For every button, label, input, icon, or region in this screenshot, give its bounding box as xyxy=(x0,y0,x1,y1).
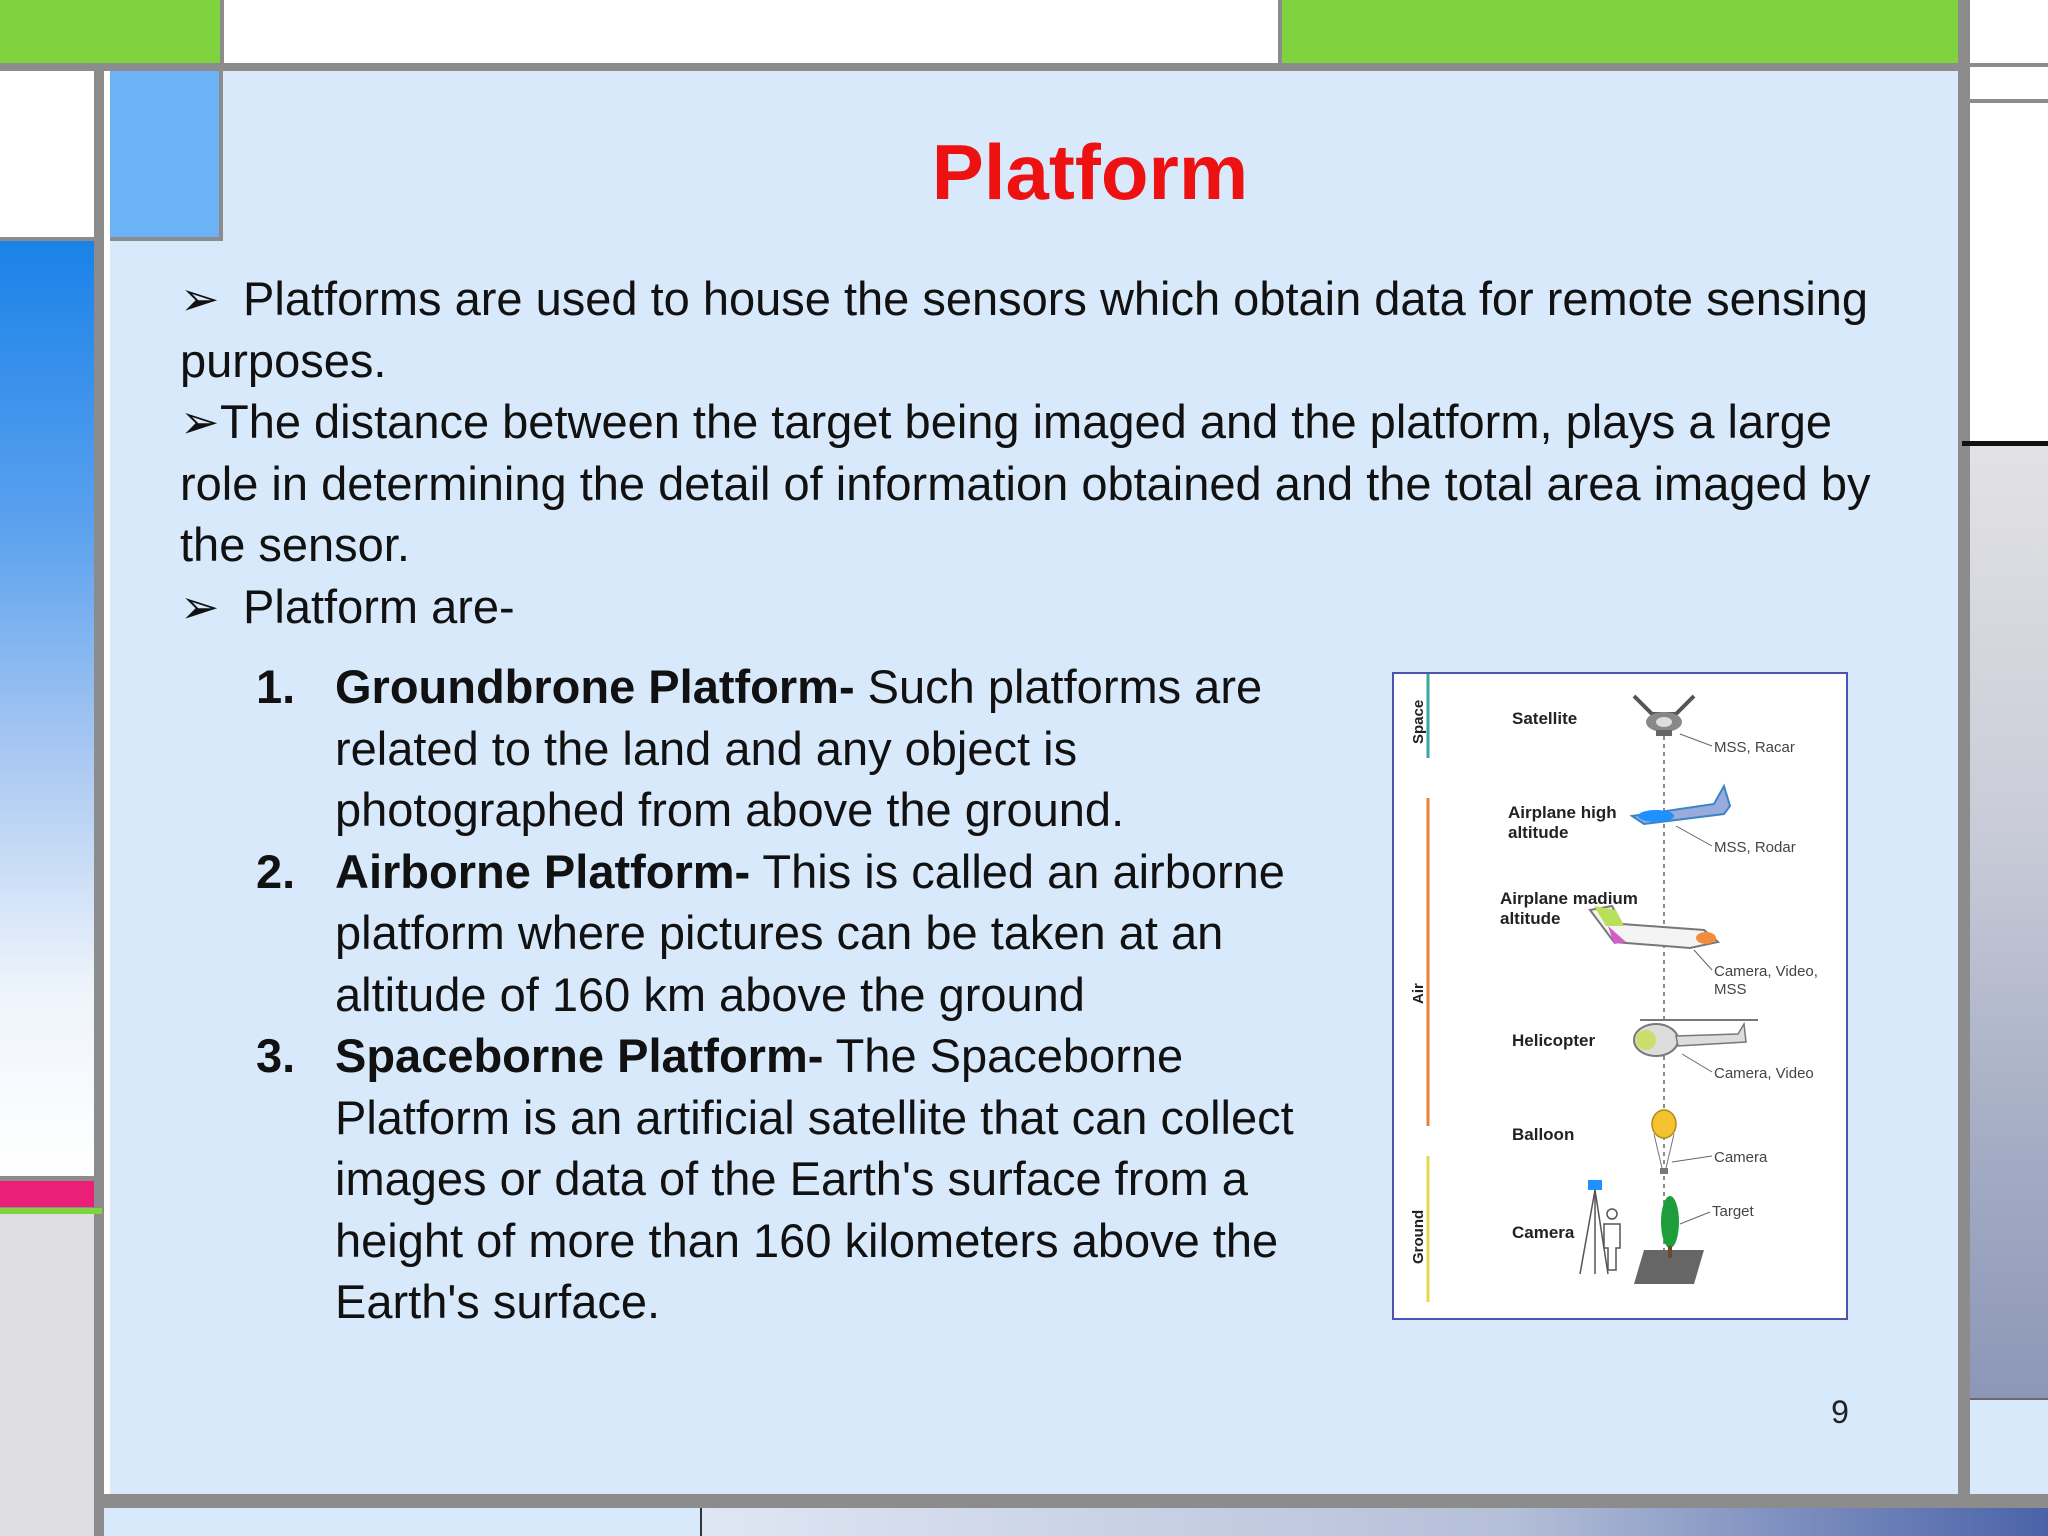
platform-description: Such platforms are related to the land and any object is photographed from above the ground. xyxy=(335,660,1263,836)
airplane-medium-label-line2: altitude xyxy=(1500,909,1561,928)
satellite-icon xyxy=(1634,696,1694,736)
arrow-bullet-icon: ➢ xyxy=(180,579,220,633)
bullet-text: Platforms are used to house the sensors which obtain data for remote sensing purposes. xyxy=(180,272,1869,387)
airplane-high-sensor-label: MSS, Rodar xyxy=(1714,839,1796,856)
frame-line xyxy=(1970,99,2048,103)
helicopter-sensor-label: Camera, Video xyxy=(1714,1065,1814,1082)
right-bottom-block xyxy=(1970,1398,2048,1498)
airplane-high-label-line1: Airplane high xyxy=(1508,803,1617,822)
platform-list xyxy=(256,656,1366,1333)
jet-airplane-icon xyxy=(1632,786,1730,824)
left-blue-gradient-band xyxy=(0,241,94,1176)
top-frame-bar xyxy=(0,63,1968,71)
arrow-bullet-icon: ➢ xyxy=(180,395,220,448)
left-pink-accent xyxy=(0,1181,94,1207)
leader-line xyxy=(1680,734,1712,746)
bottom-frame-bar xyxy=(104,1494,2048,1508)
left-white-block xyxy=(0,71,94,237)
airplane-medium-label-line1: Airplane madium xyxy=(1500,889,1638,908)
target-label: Target xyxy=(1712,1203,1754,1220)
bullet-list xyxy=(180,268,1920,637)
balloon-label: Balloon xyxy=(1512,1125,1575,1144)
top-right-green-band xyxy=(1281,0,1958,63)
platform-name: Groundbrone Platform- xyxy=(335,660,855,713)
corner-blue-square xyxy=(110,71,223,241)
helicopter-label: Helicopter xyxy=(1512,1031,1596,1050)
balloon-sensor-label: Camera xyxy=(1714,1149,1768,1166)
bottom-left-strip xyxy=(104,1508,700,1536)
airplane-medium-sensor-label-line1: Camera, Video, xyxy=(1714,963,1818,980)
left-gray-block xyxy=(0,1214,94,1536)
satellite-label: Satellite xyxy=(1512,709,1578,728)
platform-name: Spaceborne Platform- xyxy=(335,1029,824,1082)
frame-line xyxy=(220,0,224,65)
airplane-icon xyxy=(1590,906,1718,948)
platform-item-airborne xyxy=(256,841,1366,1026)
leader-line xyxy=(1682,1054,1712,1072)
platform-item-groundborne xyxy=(256,656,1366,841)
item-number: 2. xyxy=(256,844,296,898)
bullet-item xyxy=(180,576,1920,638)
leader-line xyxy=(1676,826,1712,846)
platform-altitude-figure xyxy=(1392,672,1848,1320)
bottom-right-gradient-strip xyxy=(700,1508,2048,1536)
slide-title: Platform xyxy=(931,128,1249,216)
balloon-icon xyxy=(1652,1110,1676,1174)
platform-diagram xyxy=(1394,674,1850,1322)
leader-line xyxy=(1672,1156,1712,1162)
space-zone-label: Space xyxy=(1410,699,1427,744)
page-number: 9 xyxy=(1831,1394,1849,1430)
platform-item-spaceborne xyxy=(256,1025,1366,1333)
target-tree-icon xyxy=(1634,1196,1704,1284)
airplane-high-label-line2: altitude xyxy=(1508,823,1569,842)
satellite-sensor-label: MSS, Racar xyxy=(1714,739,1795,756)
airplane-medium-sensor-label-line2: MSS xyxy=(1714,981,1747,998)
platform-name: Airborne Platform- xyxy=(335,844,751,898)
bullet-text: Platform are- xyxy=(230,579,515,633)
item-number: 3. xyxy=(256,1029,296,1082)
bullet-item xyxy=(180,391,1920,576)
camera-label: Camera xyxy=(1512,1223,1575,1242)
frame-line xyxy=(1970,63,2048,67)
arrow-bullet-icon: ➢ xyxy=(180,272,220,325)
right-frame-column xyxy=(1958,0,1970,1500)
air-zone-label: Air xyxy=(1410,983,1427,1004)
helicopter-icon xyxy=(1634,1020,1758,1056)
right-gradient-band xyxy=(1970,446,2048,1398)
leader-line xyxy=(1694,950,1712,970)
bullet-item xyxy=(180,268,1920,391)
platform-description: This is called an airborne platform where pictures can be taken at an altitude of 160 km above the ground xyxy=(335,844,1285,1021)
bullet-text: The distance between the target being imaged and the platform, plays a large role in determining the detail of information obtained and the total area imaged by the sensor. xyxy=(180,395,1871,571)
item-number: 1. xyxy=(256,660,296,713)
top-left-green-band xyxy=(0,0,220,63)
platform-description: The Spaceborne Platform is an artificial satellite that can collect images or data of the Earth's surface from a height of more than 160 kilometers above the Earth's surface. xyxy=(335,1029,1294,1328)
ground-zone-label: Ground xyxy=(1410,1209,1427,1264)
leader-line xyxy=(1680,1212,1710,1224)
